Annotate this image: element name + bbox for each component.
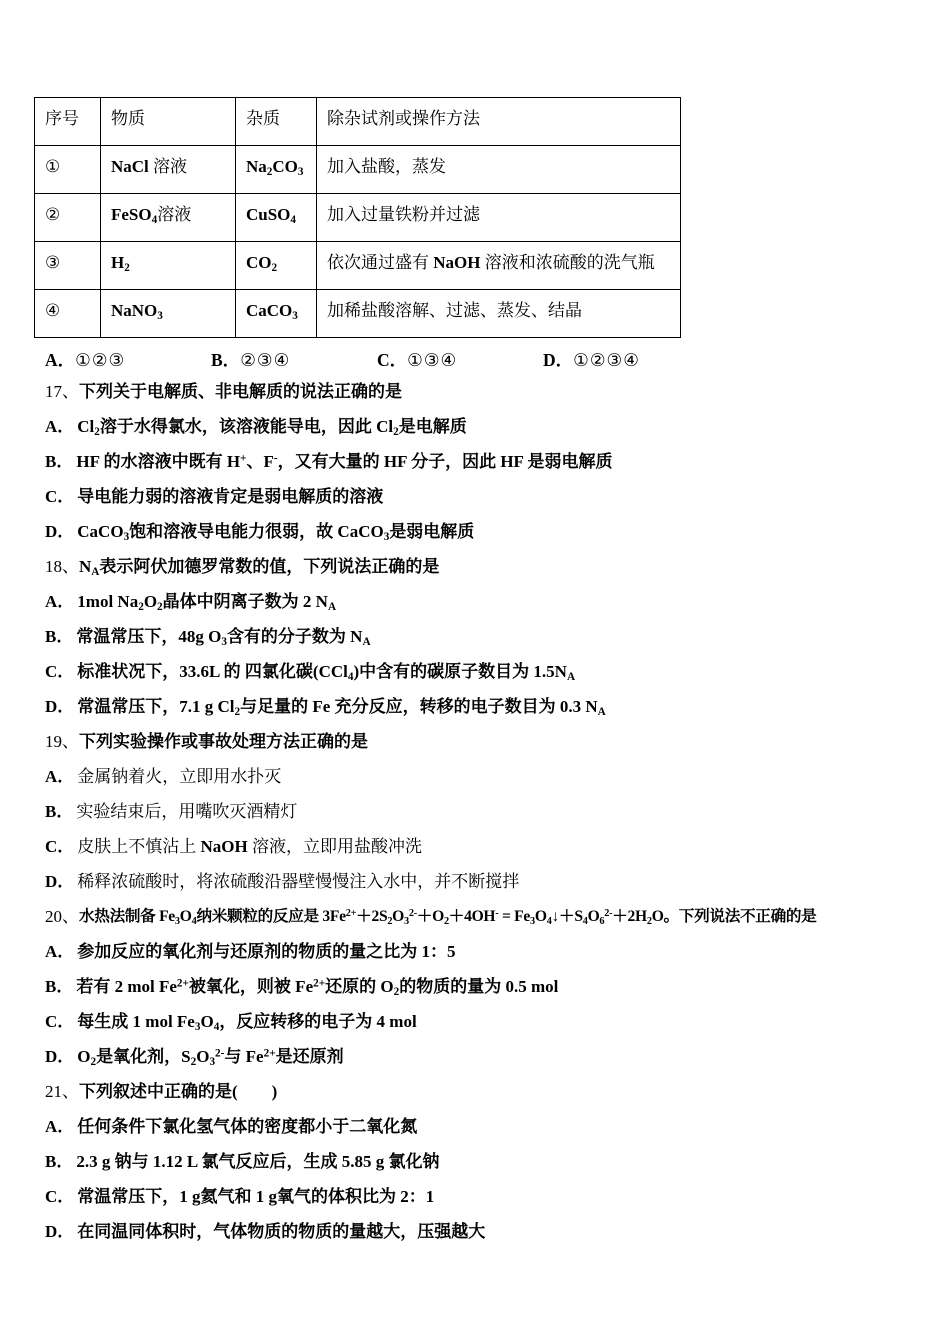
- question-stem-text: 下列关于电解质、非电解质的说法正确的是: [79, 381, 402, 401]
- option-label: C．: [45, 661, 75, 681]
- question-21: [45, 1074, 910, 1249]
- question-17-option-c: [45, 479, 910, 514]
- question-19-option-c: [45, 829, 910, 864]
- option-label: A．: [45, 766, 75, 786]
- question-19-option-a: [45, 759, 910, 794]
- option-label: B．: [45, 451, 74, 471]
- cell-substance: NaCl 溶液: [101, 146, 236, 194]
- question-18-stem: [45, 549, 910, 584]
- table-header-row: [35, 98, 681, 146]
- cell-serial: ④: [35, 290, 101, 338]
- question-21-option-a: [45, 1109, 910, 1144]
- option-label: A．: [45, 591, 75, 611]
- option-value: ①③④: [407, 350, 458, 370]
- table-row: [35, 146, 681, 194]
- question-number: 19、: [45, 731, 79, 751]
- question-number: 20、: [45, 906, 79, 926]
- question-19-option-b: [45, 794, 910, 829]
- question-17-stem: [45, 374, 910, 409]
- q16-option-a: [45, 347, 211, 372]
- question-20-option-d: [45, 1039, 910, 1074]
- question-21-option-b: [45, 1144, 910, 1179]
- question-18-option-c: [45, 654, 910, 689]
- option-text: $Cl_2$溶于水得氯水，该溶液能导电，因此 $Cl_2$是电解质: [77, 416, 467, 439]
- cell-serial: ②: [35, 194, 101, 242]
- option-text: 参加反应的氧化剂与还原剂的物质的量之比为 1：5: [77, 941, 456, 961]
- option-text: CaCO$_3$饱和溶液导电能力很弱，故 CaCO$_3$是弱电解质: [77, 521, 475, 544]
- option-text: 常温常压下，48g $O_3$含有的分子数为 $N_A$: [76, 626, 371, 649]
- cell-impurity: CaCO$_3$: [236, 290, 317, 338]
- question-19: [45, 724, 910, 899]
- question-number: 17、: [45, 381, 79, 401]
- cell-serial: ③: [35, 242, 101, 290]
- option-text: 导电能力弱的溶液肯定是弱电解质的溶液: [77, 486, 384, 506]
- question-21-option-c: [45, 1179, 910, 1214]
- question-21-stem: [45, 1074, 910, 1109]
- purification-table: [34, 97, 681, 338]
- q16-answer-row: [45, 345, 910, 374]
- option-text: 任何条件下氯化氢气体的密度都小于二氧化氮: [77, 1116, 418, 1136]
- question-20-stem: [45, 899, 910, 934]
- q16-option-b: [211, 347, 377, 372]
- header-method: 除杂试剂或操作方法: [317, 98, 681, 146]
- option-text: 皮肤上不慎沾上 NaOH 溶液，立即用盐酸冲洗: [77, 836, 423, 856]
- option-label: C．: [45, 836, 75, 856]
- option-text: 每生成 1 mol $Fe_3O_4$，反应转移的电子为 4 mol: [77, 1011, 417, 1034]
- question-17-option-b: [45, 444, 910, 479]
- cell-serial: ①: [35, 146, 101, 194]
- option-text: 稀释浓硫酸时，将浓硫酸沿器壁慢慢注入水中，并不断搅拌: [77, 871, 520, 891]
- option-text: 1mol $Na_2O_2$晶体中阴离子数为 2 $N_A$: [77, 591, 337, 614]
- option-label: C．: [45, 486, 75, 506]
- option-text: 常温常压下，1 g氦气和 1 g氧气的体积比为 2：1: [77, 1186, 435, 1206]
- header-impurity: 杂质: [236, 98, 317, 146]
- question-20-option-a: [45, 934, 910, 969]
- q16-option-d: [543, 347, 709, 372]
- option-label: A．: [45, 1116, 75, 1136]
- question-18-option-d: [45, 689, 910, 724]
- option-label: A．: [45, 416, 75, 436]
- question-18-option-a: [45, 584, 910, 619]
- question-20-option-c: [45, 1004, 910, 1039]
- cell-substance: $H_2$: [101, 242, 236, 290]
- cell-impurity: $Na_2CO_3$: [236, 146, 317, 194]
- option-text: 常温常压下，7.1 g $Cl_2$与足量的 Fe 充分反应，转移的电子数目为 0.3 $N_A$: [77, 696, 606, 719]
- question-20: [45, 899, 910, 1074]
- question-stem-text: $N_A$表示阿伏加德罗常数的值，下列说法正确的是: [79, 556, 440, 579]
- header-substance: 物质: [101, 98, 236, 146]
- option-label: C．: [377, 350, 408, 370]
- cell-impurity: CuSO$_4$: [236, 194, 317, 242]
- question-stem-text: 下列实验操作或事故处理方法正确的是: [79, 731, 368, 751]
- option-text: HF 的水溶液中既有 H+、F-，又有大量的 HF 分子，因此 HF 是弱电解质: [76, 451, 613, 471]
- option-text: 金属钠着火，立即用水扑灭: [77, 766, 282, 786]
- option-text: 若有 2 mol $Fe^{2+}$被氧化，则被 $Fe^{2+}$还原的 $O_2$的物质的量为 0.5 mol: [76, 976, 559, 999]
- option-text: $O_2$是氧化剂，$S_2O_3^{2-}$与 $Fe^{2+}$是还原剂: [77, 1046, 344, 1069]
- header-serial: 序号: [35, 98, 101, 146]
- question-number: 21、: [45, 1081, 79, 1101]
- option-value: ②③④: [240, 350, 291, 370]
- question-stem-text: 水热法制备 $Fe_3O_4$纳米颗粒的反应是 $3Fe^{2+}+2S_2O_3^{2-}+O_2+4OH^-$ = $Fe_3O_4↓+S_4O_6^{2-}+2H_2O$。下列说法不正确的是: [79, 907, 817, 927]
- cell-substance: NaNO$_3$: [101, 290, 236, 338]
- cell-method: 加入盐酸，蒸发: [317, 146, 681, 194]
- option-label: B．: [45, 626, 74, 646]
- option-text: 在同温同体积时，气体物质的物质的量越大，压强越大: [77, 1221, 486, 1241]
- option-label: B．: [211, 350, 241, 370]
- option-label: D．: [45, 1221, 75, 1241]
- option-label: B．: [45, 801, 74, 821]
- question-18-option-b: [45, 619, 910, 654]
- option-text: 2.3 g 钠与 1.12 L 氯气反应后，生成 5.85 g 氯化钠: [76, 1151, 440, 1171]
- cell-substance: FeSO$_4$溶液: [101, 194, 236, 242]
- table-row: [35, 290, 681, 338]
- question-17: [45, 374, 910, 549]
- option-label: D．: [45, 1046, 75, 1066]
- option-text: 标准状况下，33.6L 的 四氯化碳(CCl$_4$)中含有的碳原子数目为 $1.5N_A$: [77, 661, 576, 684]
- question-17-option-a: [45, 409, 910, 444]
- question-20-option-b: [45, 969, 910, 1004]
- question-18: [45, 549, 910, 724]
- table-row: [35, 242, 681, 290]
- cell-method: 加稀盐酸溶解、过滤、蒸发、结晶: [317, 290, 681, 338]
- option-label: A．: [45, 941, 75, 961]
- option-label: D．: [543, 350, 574, 370]
- option-value: ①②③: [75, 350, 126, 370]
- option-value: ①②③④: [573, 350, 640, 370]
- cell-impurity: $CO_2$: [236, 242, 317, 290]
- question-number: 18、: [45, 556, 79, 576]
- option-label: D．: [45, 696, 75, 716]
- option-label: C．: [45, 1011, 75, 1031]
- option-label: C．: [45, 1186, 75, 1206]
- q16-option-c: [377, 347, 543, 372]
- option-label: A．: [45, 350, 76, 370]
- cell-method: 依次通过盛有 NaOH 溶液和浓硫酸的洗气瓶: [317, 242, 681, 290]
- option-label: D．: [45, 521, 75, 541]
- question-stem-text: 下列叙述中正确的是( ): [79, 1081, 278, 1101]
- question-21-option-d: [45, 1214, 910, 1249]
- question-19-stem: [45, 724, 910, 759]
- table-row: [35, 194, 681, 242]
- question-19-option-d: [45, 864, 910, 899]
- option-label: B．: [45, 1151, 74, 1171]
- question-17-option-d: [45, 514, 910, 549]
- option-label: D．: [45, 871, 75, 891]
- cell-method: 加入过量铁粉并过滤: [317, 194, 681, 242]
- option-label: B．: [45, 976, 74, 996]
- option-text: 实验结束后，用嘴吹灭酒精灯: [76, 801, 298, 821]
